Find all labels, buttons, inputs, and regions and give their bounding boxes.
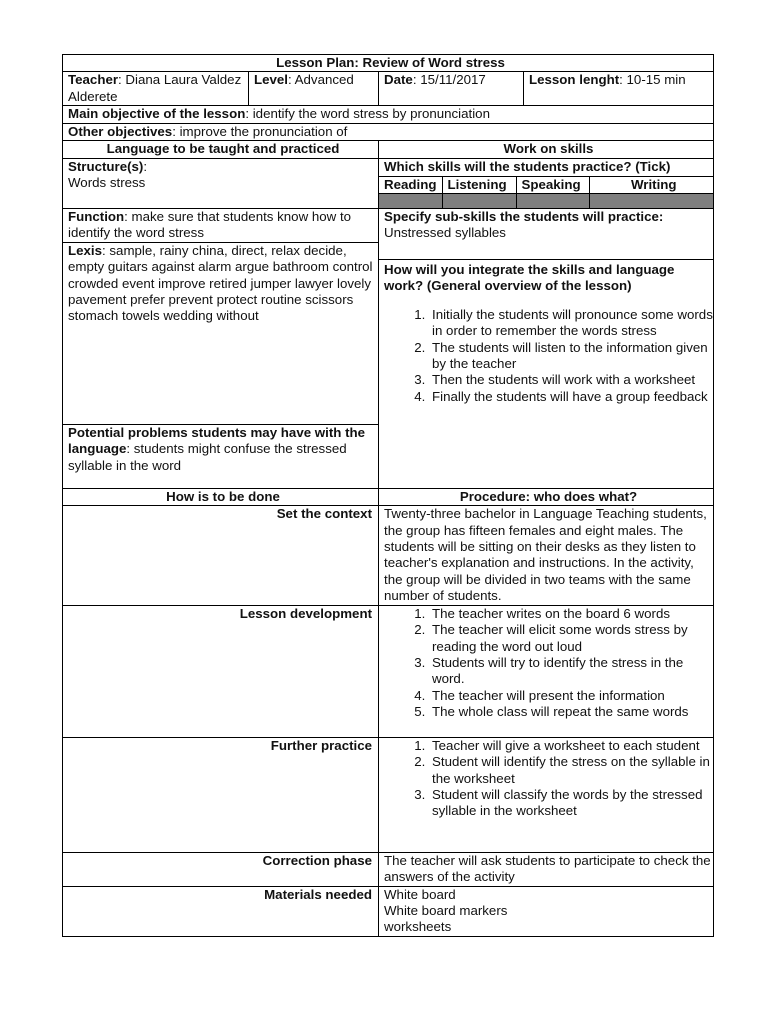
materials-item: White board markers [384, 902, 508, 918]
development-label: Lesson development [63, 605, 379, 737]
context-text: Twenty-three bachelor in Language Teaching students, the group has fifteen females and eight males. The students will be sitting on their desks as they listen to teacher's explanation and instructions. In the activity, the group will be divided in two teams with the same number of students. [379, 506, 714, 605]
structure-colon: : [143, 158, 148, 174]
date-label: Date [384, 72, 413, 88]
context-label: Set the context [63, 506, 379, 605]
problems-value: : students might confuse the stressed syllable in the word [68, 441, 347, 473]
teacher-label: Teacher [68, 72, 119, 88]
skills-detail-cell [379, 209, 714, 489]
teacher-cell [63, 72, 249, 106]
length-value: : 10-15 min [619, 72, 686, 88]
integration-block [379, 260, 713, 405]
tick-speaking[interactable] [516, 194, 589, 209]
lexis-block [63, 243, 378, 425]
lexis-value: : sample, rainy china, direct, relax decide, empty guitars against alarm argue bathroom control crowded event improve retired jumper lawyer lovely pavement prefer prevent protect routine scissors stomach towels wedding without [68, 242, 373, 324]
main-objective-row [63, 106, 714, 123]
skill-writing: Writing [589, 176, 713, 193]
function-label: Function [68, 209, 125, 225]
problems-block [63, 425, 378, 474]
level-cell [249, 72, 379, 106]
how-header: How is to be done [63, 488, 379, 505]
further-step: 1. Teacher will give a worksheet to each student [429, 738, 713, 754]
development-cell [379, 605, 714, 737]
development-steps [384, 606, 713, 721]
main-objective-label: Main objective of the lesson [68, 106, 246, 122]
tick-reading[interactable] [379, 194, 442, 209]
skills-grid [379, 176, 713, 208]
level-label: Level [254, 72, 289, 88]
integration-question: How will you integrate the skills and language work? (General overview of the lesson) [384, 262, 675, 294]
date-value: : 15/11/2017 [412, 72, 486, 88]
subskills-block [379, 209, 713, 260]
lesson-plan-table [62, 54, 714, 937]
development-step: 4. The teacher will present the information [429, 688, 713, 704]
structure-value: Words stress [68, 175, 146, 191]
structure-label: Structure(s) [68, 158, 144, 174]
problems-label: Potential problems students may have with the language [68, 424, 366, 457]
lexis-problems-cell [63, 242, 379, 488]
tick-listening[interactable] [442, 194, 516, 209]
further-steps [384, 738, 713, 820]
tick-writing[interactable] [589, 194, 713, 209]
materials-item: worksheets [384, 919, 452, 935]
integration-step: 1. Initially the students will pronounce some words in order to remember the words stress [429, 307, 713, 340]
lesson-plan-page [62, 54, 713, 937]
further-step: 3. Student will classify the words by the stressed syllable in the worksheet [429, 787, 713, 820]
lesson-plan-title: Lesson Plan: Review of Word stress [63, 55, 714, 72]
skill-listening: Listening [442, 176, 516, 193]
lexis-label: Lexis [68, 242, 103, 258]
further-cell [379, 737, 714, 852]
language-header: Language to be taught and practiced [63, 141, 379, 158]
further-step: 2. Student will identify the stress on the syllable in the worksheet [429, 754, 713, 787]
skills-question: Which skills will the students practice? (Tick) [384, 158, 671, 174]
main-objective-value: : identify the word stress by pronunciation [245, 106, 490, 122]
who-header: Procedure: who does what? [379, 488, 714, 505]
materials-cell [379, 886, 714, 936]
skill-reading: Reading [379, 176, 442, 193]
integration-step: 2. The students will listen to the information given by the teacher [429, 340, 713, 373]
development-step: 1. The teacher writes on the board 6 words [429, 606, 713, 622]
subskills-value: Unstressed syllables [384, 225, 506, 241]
skills-cell [379, 158, 714, 208]
level-value: : Advanced [288, 72, 354, 88]
other-objectives-row [63, 123, 714, 140]
correction-text: The teacher will ask students to participate to check the answers of the activity [379, 852, 714, 886]
function-value: : make sure that students know how to identify the word stress [68, 209, 352, 241]
other-objectives-label: Other objectives [68, 123, 173, 139]
development-step: 3. Students will try to identify the stress in the word. [429, 655, 713, 688]
other-objectives-value: : improve the pronunciation of [172, 123, 348, 139]
subskills-label: Specify sub-skills the students will practice: [384, 209, 664, 225]
correction-label: Correction phase [63, 852, 379, 886]
materials-item: White board [384, 886, 456, 902]
development-step: 2. The teacher will elicit some words stress by reading the word out loud [429, 622, 713, 655]
further-label: Further practice [63, 737, 379, 852]
function-cell [63, 209, 379, 243]
teacher-value: : Diana Laura Valdez Alderete [68, 72, 242, 104]
integration-step: 4. Finally the students will have a group feedback [429, 389, 713, 405]
structure-cell [63, 158, 379, 208]
date-cell [379, 72, 524, 106]
skill-speaking: Speaking [516, 176, 589, 193]
materials-label: Materials needed [63, 886, 379, 936]
length-cell [524, 72, 714, 106]
integration-step: 3. Then the students will work with a worksheet [429, 372, 713, 388]
skills-header: Work on skills [379, 141, 714, 158]
development-step: 5. The whole class will repeat the same words [429, 704, 713, 720]
length-label: Lesson lenght [529, 72, 620, 88]
integration-steps [384, 307, 713, 405]
